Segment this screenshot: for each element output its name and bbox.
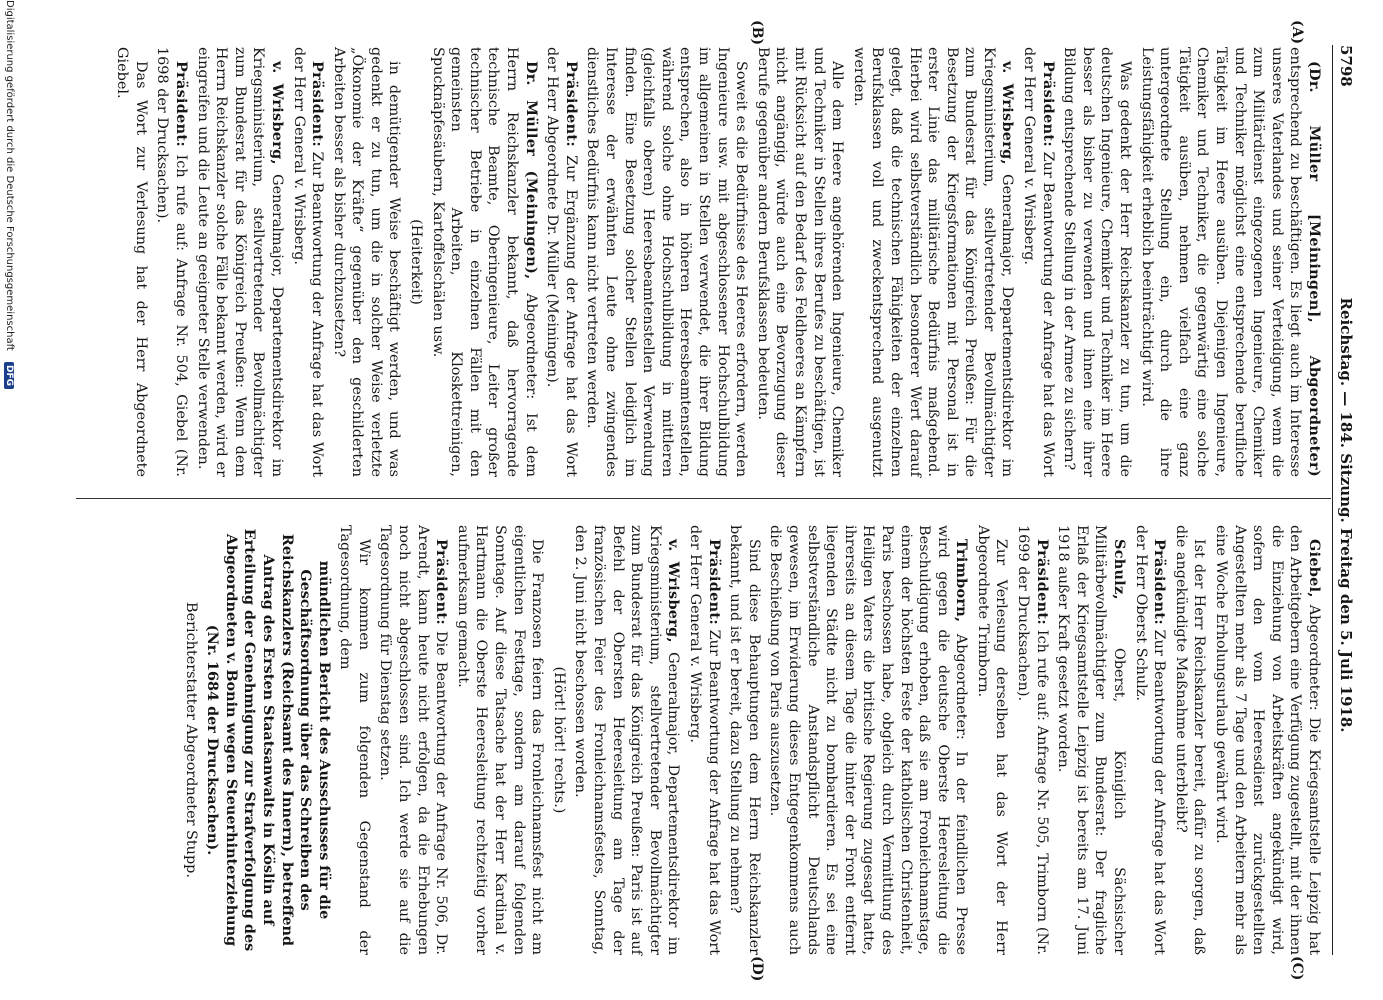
marker-d: (D) — [749, 956, 765, 982]
speaker-name: (Dr. Müller [Meiningen], Abgeordneter) — [1306, 61, 1323, 477]
paragraph — [571, 525, 683, 955]
marker-c: (C) — [1289, 956, 1305, 981]
paragraph-text: Ich rufe auf: Anfrage Nr. 504, Giebel (Nr. 1698 der Drucksachen). — [154, 47, 189, 477]
paragraph-text: Zur Beantwortung der Anfrage hat das Wort der Herr General v. Wrisberg. — [687, 525, 722, 956]
digitization-credit — [3, 0, 15, 1000]
paragraph — [973, 525, 1010, 955]
paragraph-text: Sind diese Behauptungen dem Herrn Reichskanzler bekannt, und ist er bereit, dazu Stellung zu nehmen? — [727, 525, 762, 955]
paragraph-text: Zur Beantwortung der Anfrage hat das Wort der Herr General v. Wrisberg. — [290, 47, 326, 478]
paragraph — [1211, 525, 1323, 955]
speaker-name: v. Wrisberg, — [268, 61, 286, 165]
credit-text: Digitalisierung gefördert durch die Deutsche Forschungsgemeinschaft — [4, 0, 15, 351]
paragraph — [453, 525, 546, 955]
paragraph — [766, 525, 971, 955]
page-header — [1323, 45, 1363, 955]
paragraph — [376, 525, 450, 955]
paragraph — [428, 47, 540, 477]
paragraph-text: Zur Ergänzung der Anfrage hat das Wort der Herr Abgeordnete Dr. Müller (Meiningen). — [544, 47, 579, 477]
paragraph — [193, 47, 286, 477]
header-rule — [1332, 45, 1333, 955]
paragraph — [153, 47, 190, 477]
right-column — [178, 525, 1323, 955]
speaker-name: Präsident: — [433, 539, 451, 625]
paragraph — [849, 47, 1016, 477]
paragraph-text: mündlichen Bericht des Ausschusses für die Geschäftsordnung über das Schreiben des Reichskanzlers (Reichsamt des Innern), betreffend Antrag des Ersten Staatsanwalts in Köslin auf Erteilung der Genehmigung zur Strafverfolgung des Abgeordneten v. Bonin wegen Steuerhinterziehung (Nr. 1684 der Drucksachen). — [204, 528, 333, 952]
paragraph — [1131, 525, 1168, 955]
marker-b: (B) — [749, 20, 765, 46]
paragraph-text: Abgeordneter: In der feindlichen Presse wird gegen die deutsche Oberste Heeresleitung die Beschuldigung erhoben, daß sie am Fronleichnamstage, einem der höchsten Feste der katholischen Christenheit, Paris beschossen habe, obgleich durch Vermittlung des Heiligen Vaters die britische Regierung zugesagt hatte, ihrerseits an diesem Tage die hinter der Front entfernt liegenden Städte nicht zu bombardieren. Es sei eine selbstverständliche Anstandspflicht Deutschlands gewesen, im Erwiderung dieses Entgegenkommens auch die Beschießung von Paris auszusetzen. — [767, 525, 970, 955]
paragraph — [329, 47, 403, 477]
paragraph — [1054, 525, 1128, 955]
speaker-name: Präsident: — [562, 61, 580, 147]
paragraph-text: Generalmajor, Departementsdirektor im Kriegsministerium, stellvertretender Bevollmächtigter zum Bundesrat für das Königreich Preußen: Für die Besetzung der Kriegsformationen mit Personal ist in erster Linie das militärische Bedürfnis maßgebend. Hierbei wird selbstverständlich besonderer Wert darauf gelegt, daß die technischen Fähigkeiten der einzelnen Berufsklassen voll und zweckentsprechend ausgenutzt werden. — [850, 47, 1016, 478]
header-title: Reichstag. — 184. Sitzung. Freitag den 5. Juli 1918. — [1337, 297, 1355, 733]
paragraph — [1171, 525, 1208, 955]
paragraph-text: Zur Beantwortung der Anfrage hat das Wort der Herr Oberst Schulz. — [1132, 525, 1168, 956]
paragraph-text: Abgeordneter: Ist dem Herrn Reichskanzler bekannt, daß hervorragende technische Beamte, Oberingenieure, Leiter großer technischer Betriebe in einzelnen Fällen mit den gemeinsten Arbeiten, Kloskettreinigen, Spucknäpfesäubern, Kartoffelschälen usw. — [429, 47, 539, 477]
paragraph — [203, 525, 333, 955]
paragraph-text: Die Beantwortung der Anfrage Nr. 506, Dr. Arendt, kann heute nicht erfolgen, da die Erhebungen noch nicht abgeschlossen sind. Ich werde sie auf die Tagesordnung für Dienstag setzen. — [377, 525, 450, 955]
paragraph — [113, 47, 150, 477]
paragraph-text: Zur Verlesung derselben hat das Wort der Herr Abgeordnete Trimborn. — [974, 525, 1010, 955]
paragraph-text: Wir kommen zum folgenden Gegenstand der Tagesordnung, dem — [337, 525, 372, 955]
paragraph — [549, 525, 568, 955]
speaker-name: Präsident: — [1033, 539, 1051, 625]
speaker-name: Präsident: — [1151, 539, 1169, 625]
paragraph-text: Generalmajor, Departementsdirektor im Kriegsministerium, stellvertretender Bevollmächtigter zum Bundesrat für das Königreich Preußen: Wenn dem Herrn Reichskanzler solche Fälle bekannt werden, wird er eingreifen und die Leute an geeigneter Stelle verwenden. — [194, 47, 285, 478]
paragraph — [1060, 47, 1134, 477]
speaker-name: v. Wrisberg, — [665, 539, 683, 643]
paragraph-text: Abgeordneter: Die Kriegsamtstelle Leipzig hat den Arbeitgebern eine Verfügung zugestellt, mit der ihnen die Einziehung von Arbeitskräften angekündigt wird, sofern den vom Heeresdienst zurückgestellten Angestellten mehr als 7 Tage und den Arbeitern mehr als eine Woche Erholungsurlaub gewährt wird. — [1213, 525, 1322, 955]
paragraph — [1014, 525, 1051, 955]
speaker-name: Giebel, — [1306, 539, 1323, 598]
speaker-name: Trimborn, — [953, 539, 971, 623]
paragraph — [543, 47, 580, 477]
column-divider — [76, 498, 1331, 499]
paragraph — [289, 47, 326, 477]
speaker-name: Präsident: — [705, 539, 723, 625]
speaker-name: Dr. Müller (Meiningen), — [522, 61, 540, 280]
paragraph — [336, 525, 373, 955]
speaker-name: Präsident: — [309, 61, 327, 147]
paragraph-text: Ich rufe auf: Anfrage Nr. 505, Trimborn (Nr. 1699 der Drucksachen). — [1015, 525, 1050, 955]
left-column — [110, 47, 1323, 477]
paragraph-text: (Hört! hört! rechts.) — [550, 666, 567, 814]
paragraph-text: Alle dem Heere angehörenden Ingenieure, Chemiker und Techniker in Stellen ihres Berufes zu beschäftigen, ist mit Rücksicht auf den Bedarf des Feldheeres an Kämpfern nicht angängig, würde auch eine Bevorzugung dieser Berufe gegenüber andern Berufsklassen bedeuten. — [754, 47, 846, 477]
speaker-name: Präsident: — [172, 61, 190, 147]
speaker-name: Präsident: — [1039, 61, 1057, 147]
paragraph-text: in demütigender Weise beschäftigt werden, und was gedenkt er zu tun, um die in solcher Weise verletzte „Ökonomie der Kräfte“ gegenüber den geschilderten Arbeiten besser als bisher durchzusetzen? — [330, 47, 403, 477]
paragraph — [407, 47, 426, 477]
paragraph-text: Ist der Herr Reichskanzler bereit, dafür zu sorgen, daß die angekündigte Maßnahme unterbleibt? — [1172, 525, 1208, 955]
paragraph — [726, 525, 763, 955]
paragraph-text: Was gedenkt der Herr Reichskanzler zu tun, um die deutschen Ingenieure, Chemiker und Techniker im Heere besser als bisher zu verwenden und ihnen eine ihrer Bildung entsprechende Stellung in der Armee zu sichern? — [1061, 47, 1134, 477]
paragraph-text: entsprechend zu beschäftigen. Es liegt auch im Interesse unseres Vaterlandes und seiner Verteidigung, wenn die zum Militärdienst eingezogenen Ingenieure, Chemiker und Techniker möglichst eine entsprechende berufliche Tätigkeit im Heere ausüben. Diejenigen Ingenieure, Chemiker und Techniker, die gegenwärtig eine solche Tätigkeit ausüben, nehmen vielfach eine ganz untergeordnete Stellung ein, durch die ihre Leistungsfähigkeit erheblich beeinträchtigt wird. — [1138, 47, 1304, 477]
paragraph-text: Soweit es die Bedürfnisse des Heeres erfordern, werden Ingenieure usw. mit abgeschlossener Hochschulbildung im allgemeinen in Stellen verwendet, die ihrer Bildung entsprechen, also in höheren Heeresbeamtenstellen, während solche ohne Hochschulbildung in mittleren (gleichfalls oberen) Heeresbeamtenstellen Verwendung finden. Eine Besetzung solcher Stellen lediglich im Interesse der erwähnten Leute ohne zwingendes dienstliches Bedürfnis kann nicht vertreten werden. — [584, 47, 750, 477]
paragraph-text: Zur Beantwortung der Anfrage hat das Wort der Herr General v. Wrisberg. — [1021, 47, 1056, 478]
dfg-logo: DFG — [4, 362, 14, 389]
paragraph-text: Generalmajor, Departementsdirektor im Kriegsministerium, stellvertretender Bevollmächtigter zum Bundesrat für das Königreich Preußen: Paris ist auf Befehl der Obersten Heeresleitung am Tage der französischen Feier des Fronleichnamsfestes, Sonntag, den 2. Juni nicht beschossen worden. — [572, 525, 682, 956]
paragraph — [181, 525, 200, 955]
paragraph-text: Die Franzosen feiern das Fronleichnamsfest nicht am eigentlichen Festtage, sondern am darauf folgenden Sonntage. Auf diese Tatsache hat der Herr Kardinal v. Hartmann die Oberste Heeresleitung rechtzeitig vorher aufmerksam gemacht. — [454, 525, 546, 955]
paragraph-text: (Heiterkeit) — [408, 219, 425, 305]
paragraph — [753, 47, 846, 477]
paragraph — [1020, 47, 1057, 477]
paragraph-text: Das Wort zur Verlesung hat der Herr Abgeordnete Giebel. — [114, 47, 149, 477]
speaker-name: Schulz, — [1111, 539, 1129, 600]
paragraph-text: Berichterstatter Abgeordneter Stupp. — [182, 602, 199, 878]
paragraph — [685, 525, 722, 955]
header-page-number: 5798 — [1337, 45, 1355, 87]
paragraph-text: Oberst, Königlich Sächsischer Militärbevollmächtigter zum Bundesrat: Der fragliche Erlaß der Kriegsamtstelle Leipzig ist bereits am 17. Juni 1918 außer Kraft gesetzt worden. — [1055, 525, 1128, 955]
paragraph — [1137, 47, 1323, 477]
paragraph — [583, 47, 750, 477]
marker-a: (A) — [1289, 20, 1305, 45]
speaker-name: v. Wrisberg, — [999, 61, 1017, 165]
